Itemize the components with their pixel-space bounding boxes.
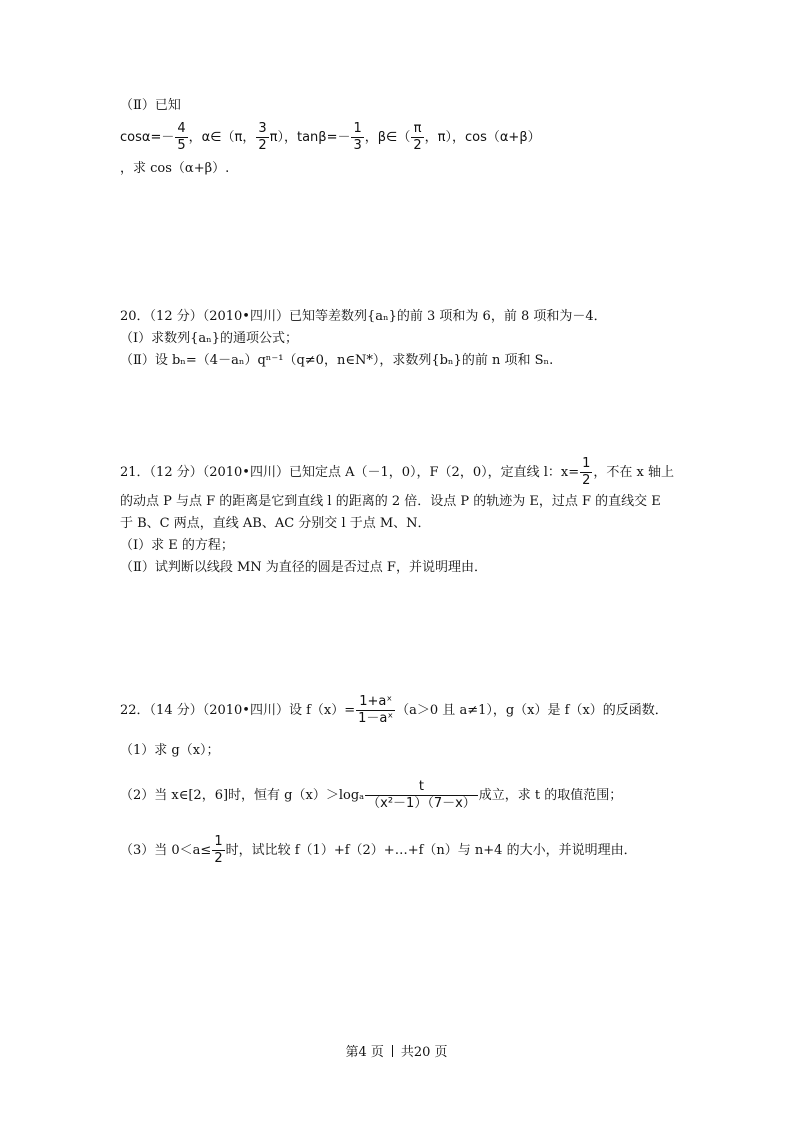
q19-frac-1-3: $\frac{1}{3}$	[353, 121, 362, 153]
q21-stem-b: ，不在 x 轴上	[593, 465, 674, 480]
q22-stem	[120, 694, 668, 727]
q22-part2-frac: $\frac{t}{\text{（x²－1）（7－x）}}$	[367, 779, 476, 811]
q19-frac-4-5: $\frac{4}{5}$	[177, 121, 186, 153]
q21-frac-1-2: $\frac{1}{2}$	[582, 456, 591, 488]
q20-part1: （Ⅰ）求数列{aₙ}的通项公式；	[120, 331, 299, 346]
q21-line3: 于 B、C 两点，直线 AB、AC 分别交 l 于点 M、N．	[120, 516, 431, 531]
q22-part3-frac: $\frac{1}{2}$	[214, 834, 223, 866]
q19-cos-alpha: cosα=－	[120, 130, 175, 145]
q22-frac: $\frac{\text{1+aˣ}}{\text{1－aˣ}}$	[358, 694, 394, 726]
q20-stem: 20．（12 分）（2010•四川）已知等差数列{aₙ}的前 3 项和为 6，前 8 项和为－4．	[120, 309, 607, 324]
q21-part2: （Ⅱ）试判断以线段 MN 为直径的圆是否过点 F，并说明理由．	[120, 560, 487, 575]
q19-formula	[120, 121, 541, 154]
q22-part2-a: （2）当 x∈[2，6]时，恒有 g（x）＞logₐ	[120, 788, 365, 803]
q22-part2-b: 成立，求 t 的取值范围；	[478, 788, 623, 803]
q19-cos-sum: ，π），cos（α+β）	[424, 130, 541, 145]
q19-alpha-in: ，α∈（π，	[188, 130, 256, 145]
q19-beta-in: ，β∈（	[364, 130, 411, 145]
q22-stem-b: （a＞0 且 a≠1），g（x）是 f（x）的反函数．	[396, 703, 668, 718]
q20-part2: （Ⅱ）设 bₙ=（4－aₙ）qⁿ⁻¹（q≠0，n∈N*），求数列{bₙ}的前 n 项和 Sₙ.	[120, 353, 554, 368]
q19-ask: ，求 cos（α+β）.	[120, 161, 230, 176]
q21-stem-a: 21．（12 分）（2010•四川）已知定点 A（－1，0），F（2，0），定直线 l：x=	[120, 465, 580, 480]
q22-part3	[120, 834, 637, 867]
q19-frac-3-2: $\frac{3}{2}$	[258, 121, 267, 153]
q21-part1: （Ⅰ）求 E 的方程；	[120, 538, 234, 553]
page-total: 共20 页	[400, 1045, 448, 1060]
q22-part3-a: （3）当 0＜a≤	[120, 843, 212, 858]
q19-part2-label: （Ⅱ）已知	[120, 98, 181, 113]
q21-stem	[120, 456, 674, 489]
q22-part3-b: 时，试比较 f（1）+f（2）+…+f（n）与 n+4 的大小，并说明理由．	[225, 843, 637, 858]
q22-part1: （1）求 g（x）；	[120, 743, 220, 758]
q22-stem-a: 22．（14 分）（2010•四川）设 f（x）=	[120, 703, 356, 718]
page-footer	[0, 1041, 793, 1060]
q19-frac-pi-2: $\frac{\pi}{2}$	[413, 121, 422, 153]
q19-tan-beta: π），tanβ=－	[269, 130, 351, 145]
page-number: 第4 页	[345, 1045, 384, 1060]
footer-separator	[392, 1045, 393, 1057]
q22-part2	[120, 779, 622, 812]
q21-line2: 的动点 P 与点 F 的距离是它到直线 l 的距离的 2 倍．设点 P 的轨迹为 E，过点 F 的直线交 E	[120, 494, 661, 509]
